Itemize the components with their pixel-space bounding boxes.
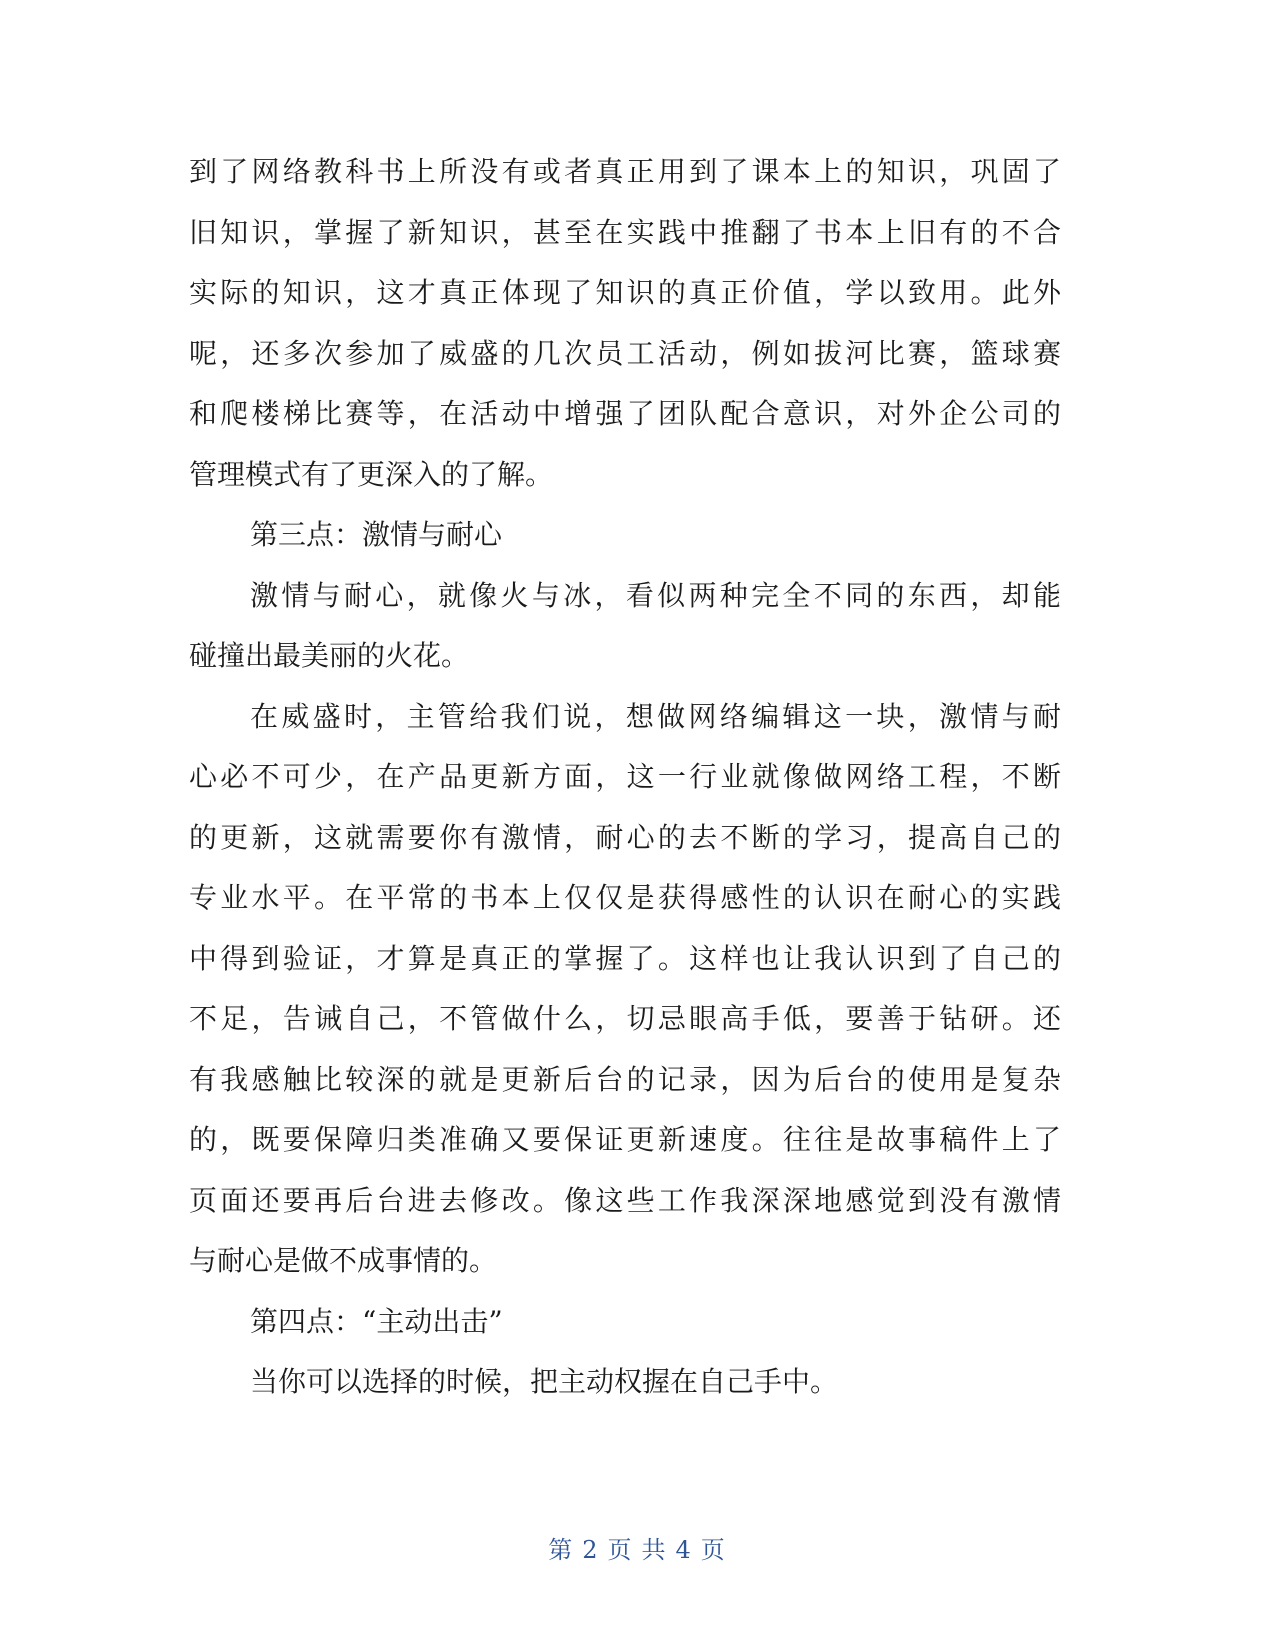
footer-total-unit: 页 [700, 1536, 727, 1564]
paragraph-line: 页面还要再后台进去修改。像这些工作我深深地感觉到没有激情 [189, 1183, 1061, 1217]
section-heading-4: 第四点：“主动出击” [250, 1304, 503, 1338]
paragraph-line: 旧知识，掌握了新知识，甚至在实践中推翻了书本上旧有的不合 [189, 215, 1061, 249]
page-footer [0, 1530, 1275, 1565]
paragraph-line: 和爬楼梯比赛等，在活动中增强了团队配合意识，对外企公司的 [189, 397, 1061, 430]
footer-page-label: 第 [548, 1536, 575, 1564]
paragraph-line: 的，既要保障归类准确又要保证更新速度。往往是故事稿件上了 [189, 1123, 1061, 1156]
footer-total-label: 共 [641, 1536, 668, 1564]
paragraph-line: 到了网络教科书上所没有或者真正用到了课本上的知识，巩固了 [189, 155, 1061, 188]
paragraph-line: 当你可以选择的时候，把主动权握在自己手中。 [250, 1365, 839, 1398]
paragraph-line: 不足，告诫自己，不管做什么，切忌眼高手低，要善于钻研。还 [189, 1002, 1061, 1035]
paragraph-line: 激情与耐心，就像火与冰，看似两种完全不同的东西，却能 [250, 578, 1061, 612]
section-heading-3: 第三点：激情与耐心 [250, 518, 503, 551]
paragraph-line: 有我感触比较深的就是更新后台的记录，因为后台的使用是复杂 [189, 1062, 1061, 1096]
footer-page-unit: 页 [607, 1536, 634, 1564]
paragraph-line: 与耐心是做不成事情的。 [189, 1244, 498, 1277]
paragraph-line: 碰撞出最美丽的火花。 [189, 639, 470, 672]
footer-total-pages: 4 [675, 1536, 693, 1564]
paragraph-line: 在威盛时，主管给我们说，想做网络编辑这一块，激情与耐 [250, 699, 1061, 733]
paragraph-line: 实际的知识，这才真正体现了知识的真正价值，学以致用。此外 [189, 276, 1061, 309]
paragraph-line: 专业水平。在平常的书本上仅仅是获得感性的认识在耐心的实践 [189, 881, 1061, 914]
paragraph-line: 呢，还多次参加了威盛的几次员工活动，例如拔河比赛，篮球赛 [189, 336, 1061, 370]
document-body [189, 142, 1061, 1413]
paragraph-line: 中得到验证，才算是真正的掌握了。这样也让我认识到了自己的 [189, 941, 1061, 975]
paragraph-line: 管理模式有了更深入的了解。 [189, 457, 554, 491]
paragraph-line: 心必不可少，在产品更新方面，这一行业就像做网络工程，不断 [189, 760, 1061, 793]
paragraph-line: 的更新，这就需要你有激情，耐心的去不断的学习，提高自己的 [189, 820, 1061, 854]
footer-current-page: 2 [582, 1536, 600, 1564]
